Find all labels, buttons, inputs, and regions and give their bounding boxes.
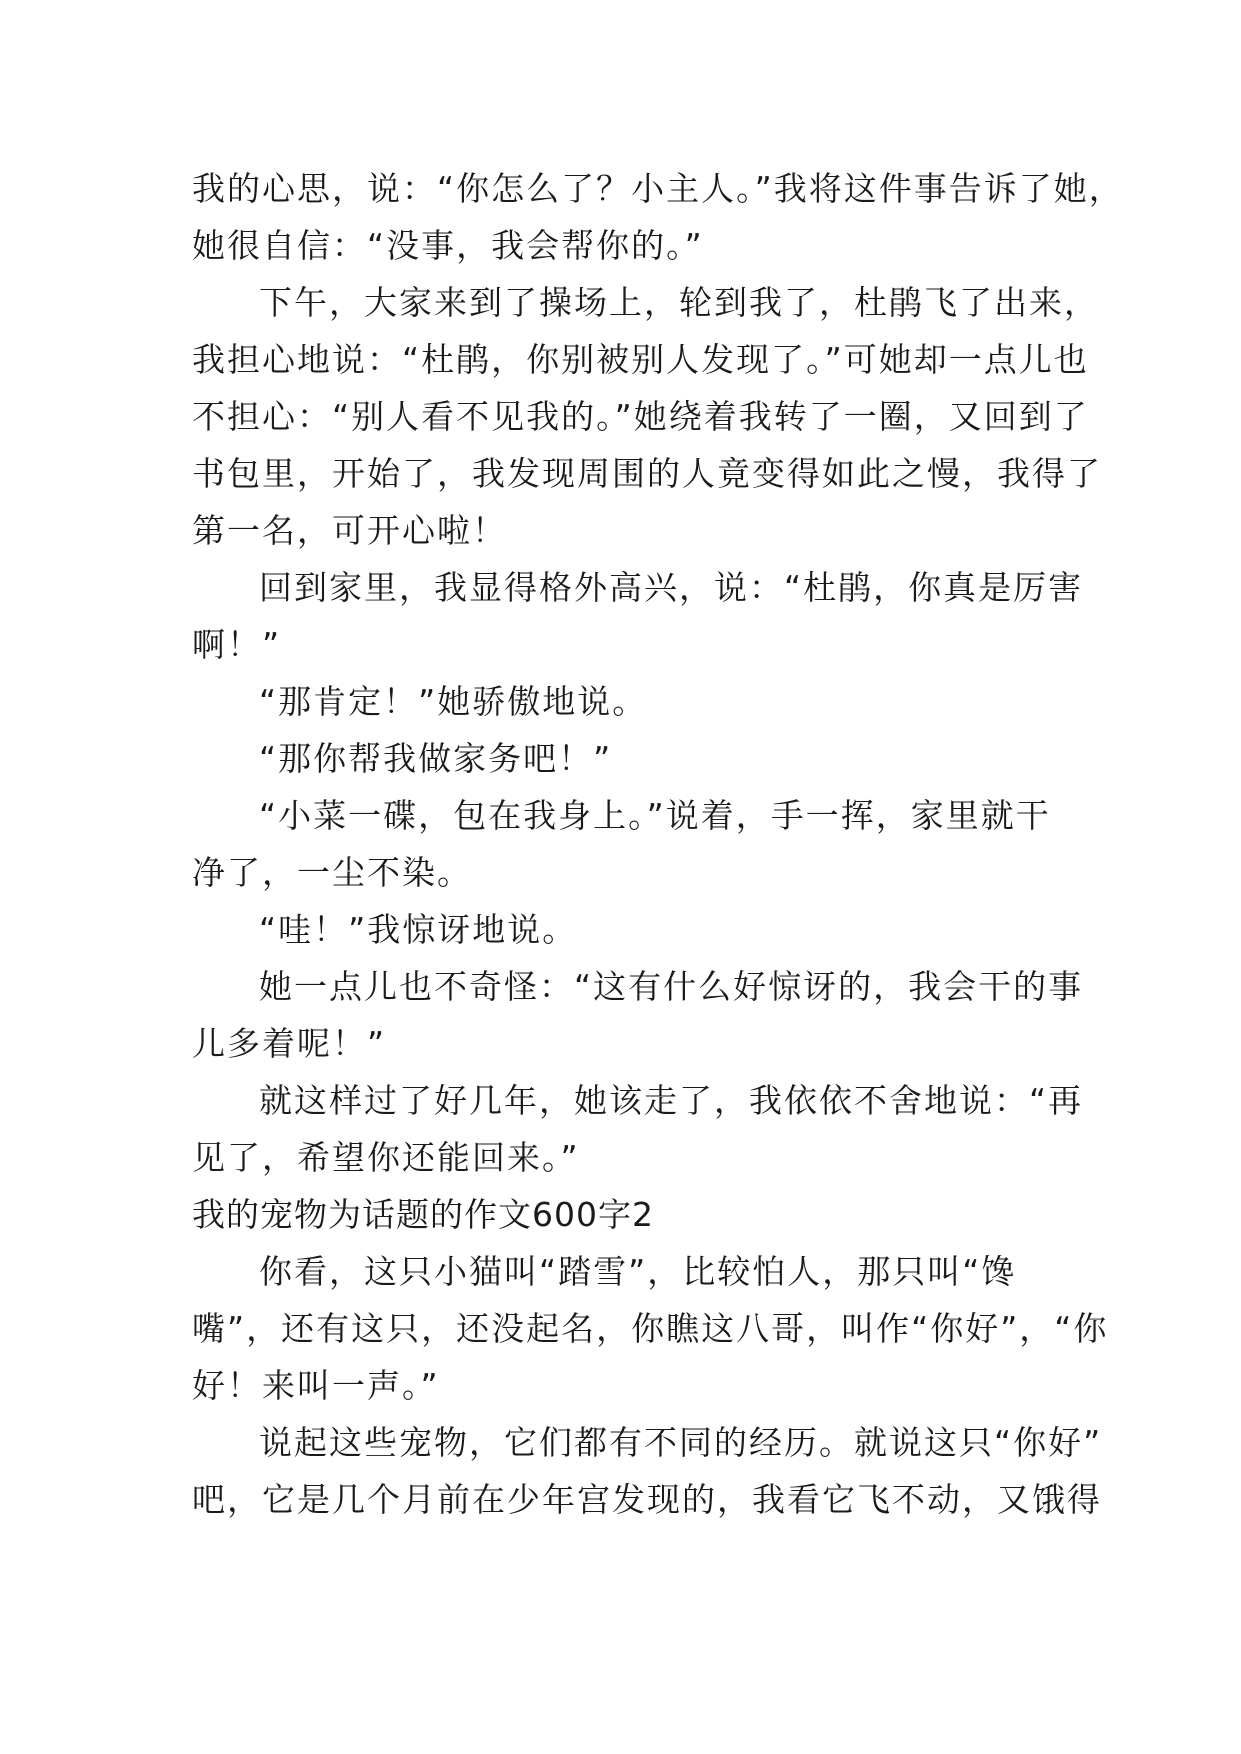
text-line: 见了，希望你还能回来。” (192, 1138, 580, 1177)
text-line: 嘴”，还有这只，还没起名，你瞧这八哥，叫作“你好”，“你 (192, 1309, 1109, 1348)
text-line: 儿多着呢！” (192, 1024, 387, 1063)
text-line: 书包里，开始了，我发现周围的人竟变得如此之慢，我得了 (192, 454, 1102, 493)
text-line: 啊！” (192, 625, 282, 664)
paragraph-start-line: 下午，大家来到了操场上，轮到我了，杜鹃飞了出来， (259, 283, 1099, 322)
text-line: 好！来叫一声。” (192, 1366, 440, 1405)
text-line: 吧，它是几个月前在少年宫发现的，我看它飞不动，又饿得 (192, 1480, 1102, 1519)
paragraph-start-line: “那你帮我做家务吧！” (259, 739, 613, 778)
document-body (192, 160, 1124, 1528)
section-heading: 我的宠物为话题的作文600字2 (192, 1195, 654, 1234)
paragraph-start-line: “那肯定！”她骄傲地说。 (259, 682, 648, 721)
paragraph-start-line: “小菜一碟，包在我身上。”说着，手一挥，家里就干 (259, 796, 1051, 835)
text-line: 我担心地说：“杜鹃，你别被别人发现了。”可她却一点儿也 (192, 340, 1089, 379)
text-line: 不担心：“别人看不见我的。”她绕着我转了一圈，又回到了 (192, 397, 1089, 436)
text-line: 我的心思，说：“你怎么了？小主人。”我将这件事告诉了她， (192, 169, 1124, 208)
paragraph-start-line: 回到家里，我显得格外高兴，说：“杜鹃，你真是厉害 (259, 568, 1084, 607)
paragraph-start-line: “哇！”我惊讶地说。 (259, 910, 578, 949)
paragraph-start-line: 你看，这只小猫叫“踏雪”，比较怕人，那只叫“馋 (259, 1252, 1017, 1291)
text-line: 第一名，可开心啦！ (192, 511, 507, 550)
paragraph-start-line: 说起这些宠物，它们都有不同的经历。就说这只“你好” (259, 1423, 1103, 1462)
text-line: 她很自信：“没事，我会帮你的。” (192, 226, 704, 265)
text-line: 净了，一尘不染。 (192, 853, 472, 892)
paragraph-start-line: 她一点儿也不奇怪：“这有什么好惊讶的，我会干的事 (259, 967, 1084, 1006)
paragraph-start-line: 就这样过了好几年，她该走了，我依依不舍地说：“再 (259, 1081, 1084, 1120)
